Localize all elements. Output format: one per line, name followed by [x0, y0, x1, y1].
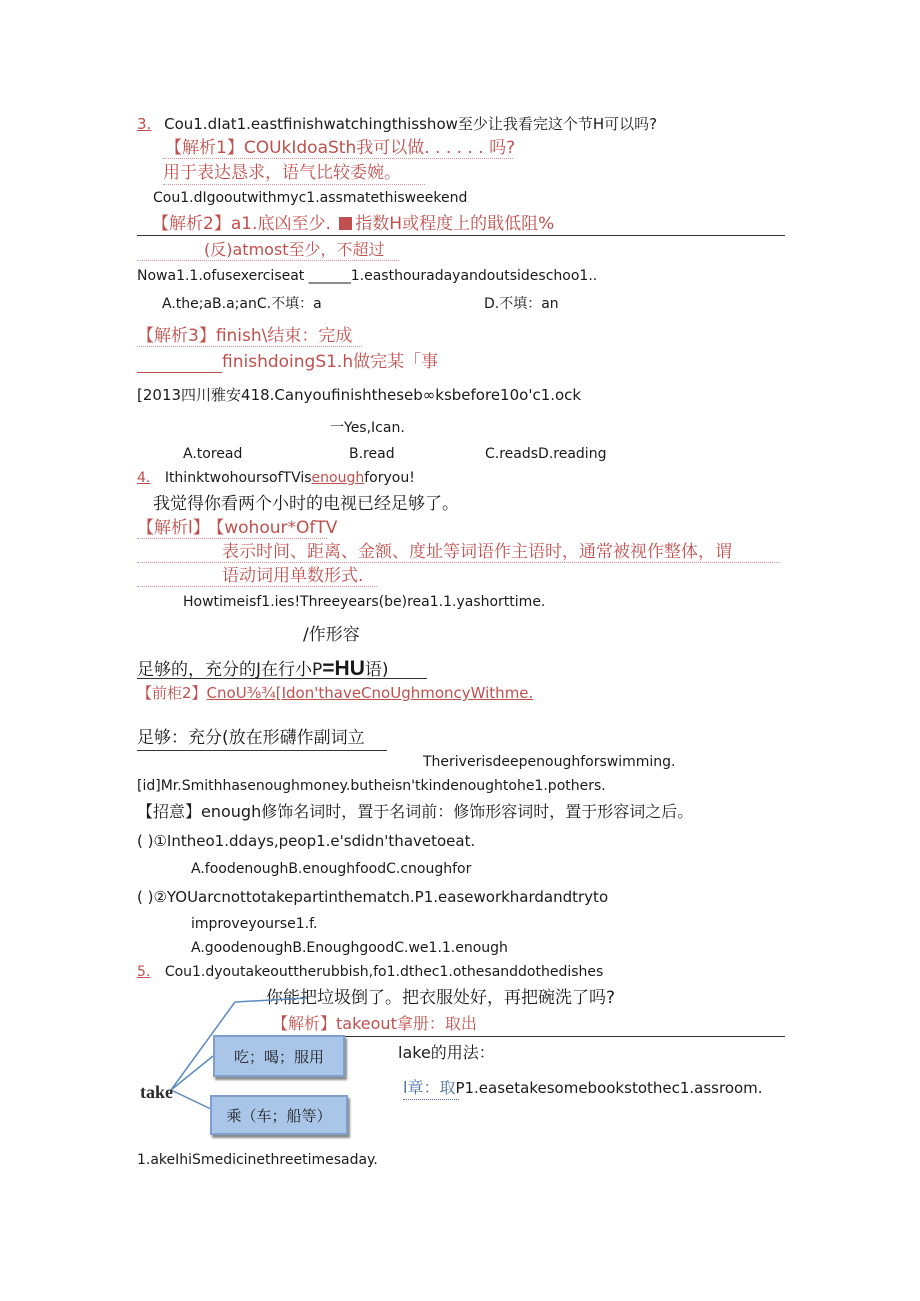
item4-number: 4.	[137, 470, 151, 486]
item4-q2-text: ②YOUarcnottotakepartinthematch.P1.easeworkhardandtryto	[153, 888, 609, 906]
item4-tip	[137, 802, 693, 821]
item5-sentence-text: Cou1.dyoutakeouttherubbish,fo1.dthec1.othesanddothedishes	[164, 964, 604, 980]
item3-option-abc: A.the;aB.a;anC.不填：a	[162, 296, 322, 312]
item4-tip-label: 【招意】	[137, 802, 202, 821]
item4-sentence	[137, 470, 415, 487]
item4-adv-example: Theriverisdeepenoughforswimming.	[423, 754, 676, 770]
item3-note3	[137, 326, 352, 346]
item4-adj-def-pre: 足够的，充分的J在行小P	[137, 660, 323, 680]
item4-note1	[137, 518, 337, 538]
item4-sentence-post: foryou!	[364, 470, 415, 486]
item5-note-text: takeout拿册：取出	[336, 1014, 477, 1033]
item4-note2-text: CnoU⅜¾[Idon'thaveCnoUghmoncyWithme.	[206, 684, 534, 702]
item5-translation: 你能把垃圾倒了。把衣服处好，再把碗洗了吗?	[266, 988, 616, 1008]
item5-meaning	[403, 1078, 763, 1097]
item4-note2-label: 【前柜2】	[137, 684, 207, 702]
item4-note2	[137, 684, 533, 702]
item3-number: 3.	[137, 115, 152, 133]
item4-q1-text: ①Intheo1.ddays,peop1.e'sdidn'thavetoeat.	[153, 832, 476, 850]
take-box-ride: 乘（车；船等）	[210, 1095, 348, 1135]
item3-option-d: D.不填：an	[484, 296, 559, 312]
item4-note1-label: 【解析l】	[137, 518, 210, 538]
item3-note2	[152, 214, 554, 234]
item3-sentence-text: Cou1.dIat1.eastfinishwatchingthisshow至少让我看完这个节H可以吗?	[164, 115, 658, 133]
item3-note1-sub: 用于表达恳求，语气比较委婉。	[163, 163, 401, 183]
item4-adv-def: 足够：充分(放在形礴作副词立	[137, 728, 365, 748]
item3-note2-rest: 指数H或程度上的戢低阻%	[355, 214, 555, 234]
item3-exam: [2013四川雅安418.Canyoufinishtheseb∞ksbefore10o'c1.ock	[137, 386, 582, 404]
item4-q2	[137, 888, 608, 906]
item3-note3-sub: finishdoingS1.h做完某「事	[222, 352, 439, 372]
item4-q1-options: A.foodenoughB.enoughfoodC.cnoughfor	[191, 861, 472, 877]
item3-choice-cd: C.readsD.reading	[485, 446, 607, 462]
item3-note2-text: a1.底凶至少.	[230, 214, 331, 234]
item5-meaning-label: l章：取	[403, 1078, 456, 1097]
item5-number: 5.	[137, 964, 151, 980]
item3-question: Nowa1.1.ofusexerciseat ______1.easthouradayandoutsideschoo1..	[137, 268, 598, 284]
item5-last-example: 1.akeIhiSmedicinethreetimesaday.	[137, 1152, 378, 1168]
item5-meaning-example: P1.easetakesomebookstothec1.assroom.	[455, 1079, 763, 1097]
item4-adj-heading: /作形容	[303, 625, 360, 645]
item4-q2-text2: improveyourse1.f.	[191, 916, 318, 932]
item4-sentence-pre: IthinktwohoursofTVis	[164, 470, 312, 486]
item4-tip-text: enough修饰名词时，置于名词前：修饰形容词时，置于形容词之后。	[201, 802, 694, 821]
item3-note2-sub: (反)atmost至少，不超过	[204, 240, 385, 259]
item4-q1-paren: ( )	[137, 832, 154, 850]
take-box-eat-drink: 吃；喝；服用	[213, 1035, 345, 1077]
item4-adj-def-post: 语)	[364, 660, 389, 680]
item4-q1	[137, 832, 475, 850]
item4-sentence-highlight: enough	[311, 470, 365, 486]
item3-choice-a: A.toread	[183, 446, 243, 462]
item4-translation: 我觉得你看两个小时的电视已经足够了。	[153, 494, 459, 514]
item3-example1: Cou1.dIgooutwithmyc1.assmatethisweekend	[153, 190, 468, 206]
item4-note1-line1: 表示时间、距离、金额、度址等词语作主语时，通常被视作整体，谓	[222, 542, 732, 562]
item4-note1-text: 【wohour*OfTV	[215, 518, 338, 538]
item5-sentence	[137, 964, 603, 981]
item3-choice-b: B.read	[349, 446, 395, 462]
item3-note3-label: 【解析3】	[137, 326, 216, 346]
item5-usage: lake的用法：	[398, 1043, 495, 1062]
item4-q2-paren: ( )	[137, 888, 154, 906]
item3-note1-label: 【解析1】	[165, 138, 244, 158]
item3-note1	[165, 138, 515, 158]
item4-note1-line2: 语动词用单数形式.	[222, 566, 364, 586]
black-square-icon	[339, 217, 352, 230]
item4-q2-options: A.goodenoughB.EnoughgoodC.we1.1.enough	[191, 940, 508, 956]
item4-adj-def-mark: =HU	[322, 657, 365, 680]
item3-sentence	[137, 115, 657, 133]
item3-note1-text: COUkIdoaSth我可以做. . . . . . 吗?	[243, 138, 516, 158]
take-diagram-root: take	[140, 1082, 173, 1102]
item3-note2-label: 【解析2】	[152, 214, 231, 234]
item4-example: Howtimeisf1.ies!Threeyears(be)rea1.1.yashorttime.	[183, 594, 546, 610]
item3-answer: 一Yes,Ican.	[330, 420, 405, 436]
item4-id-example: [id]Mr.Smithhasenoughmoney.butheisn'tkindenoughtohe1.pothers.	[137, 778, 606, 794]
item3-note3-text: finish\结束：完成	[215, 326, 353, 346]
item5-note-label: 【解析】	[272, 1014, 337, 1033]
